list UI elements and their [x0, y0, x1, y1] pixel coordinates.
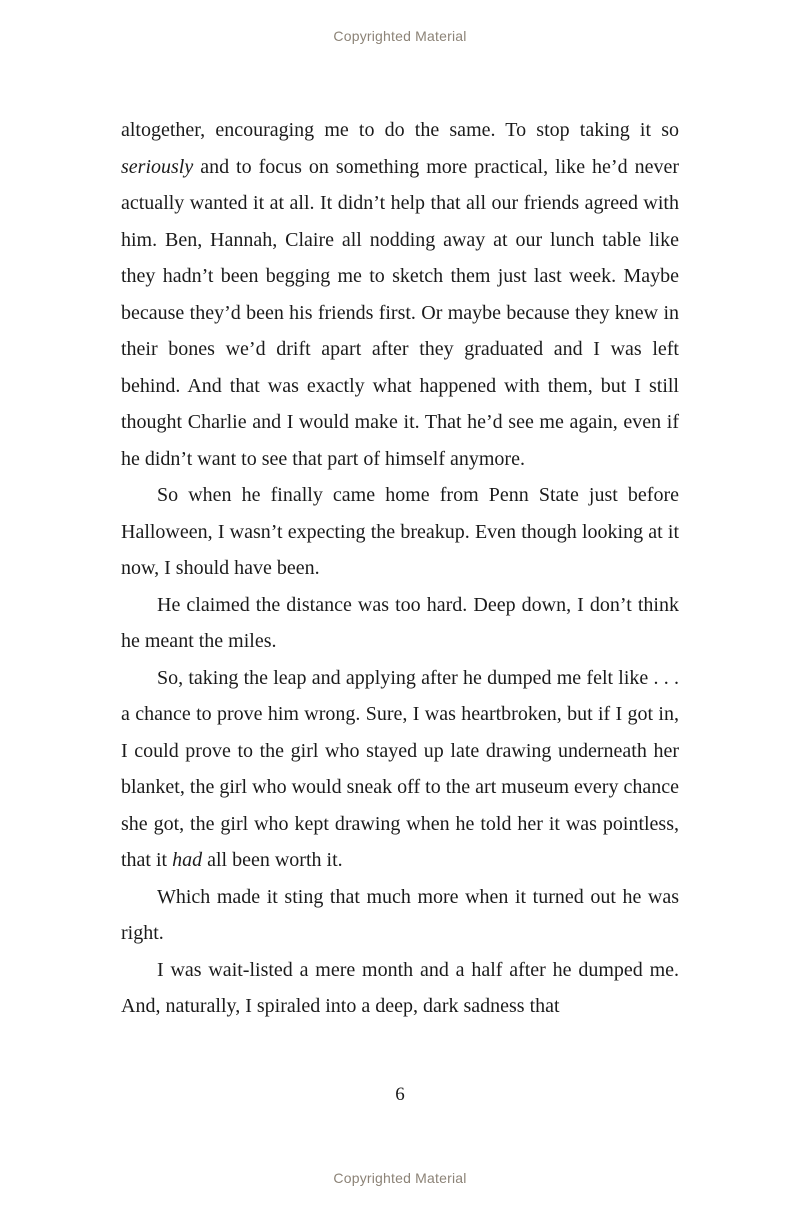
- text-run: So, taking the leap and applying after he dumped me felt like . . . a chance to prove him wrong. Sure, I was heartbroken, but if I got in, I could prove to the girl who stayed up late drawing underneath her blanket, the girl who would sneak off to the art museum every chance she got, the girl who kept drawing when he told her it was pointless, that it: [121, 666, 679, 871]
- paragraph: [121, 879, 679, 952]
- italic-text-run: seriously: [121, 155, 194, 178]
- copyright-watermark-top: Copyrighted Material: [333, 28, 467, 44]
- italic-text-run: had: [172, 849, 203, 871]
- copyright-watermark-bottom: Copyrighted Material: [333, 1170, 467, 1186]
- paragraph: [121, 477, 679, 587]
- text-run: altogether, encouraging me to do the same. To stop taking it so: [121, 119, 679, 141]
- page-number: 6: [395, 1084, 405, 1105]
- text-run: So when he finally came home from Penn State just before Halloween, I wasn’t expecting the breakup. Even though looking at it now, I should have been.: [121, 484, 679, 579]
- paragraph: [121, 112, 679, 477]
- paragraph: [121, 660, 679, 879]
- text-run: Which made it sting that much more when it turned out he was right.: [121, 885, 679, 944]
- text-block: [121, 112, 679, 1025]
- paragraph: [121, 952, 679, 1025]
- text-run: and to focus on something more practical, like he’d never actually wanted it at all. It didn’t help that all our friends agreed with him. Ben, Hannah, Claire all nodding away at our lunch table like they hadn’t been begging me to sketch them just last week. Maybe because they’d been his friends first. Or maybe because they knew in their bones we’d drift apart after they graduated and I was left behind. And that was exactly what happened with them, but I still thought Charlie and I would make it. That he’d see me again, even if he didn’t want to see that part of himself anymore.: [121, 155, 679, 470]
- paragraph: [121, 587, 679, 660]
- text-run: I was wait-listed a mere month and a half after he dumped me. And, naturally, I spiraled into a deep, dark sadness that: [121, 958, 679, 1017]
- text-run: He claimed the distance was too hard. Deep down, I don’t think he meant the miles.: [121, 593, 679, 652]
- text-run: all been worth it.: [202, 849, 343, 871]
